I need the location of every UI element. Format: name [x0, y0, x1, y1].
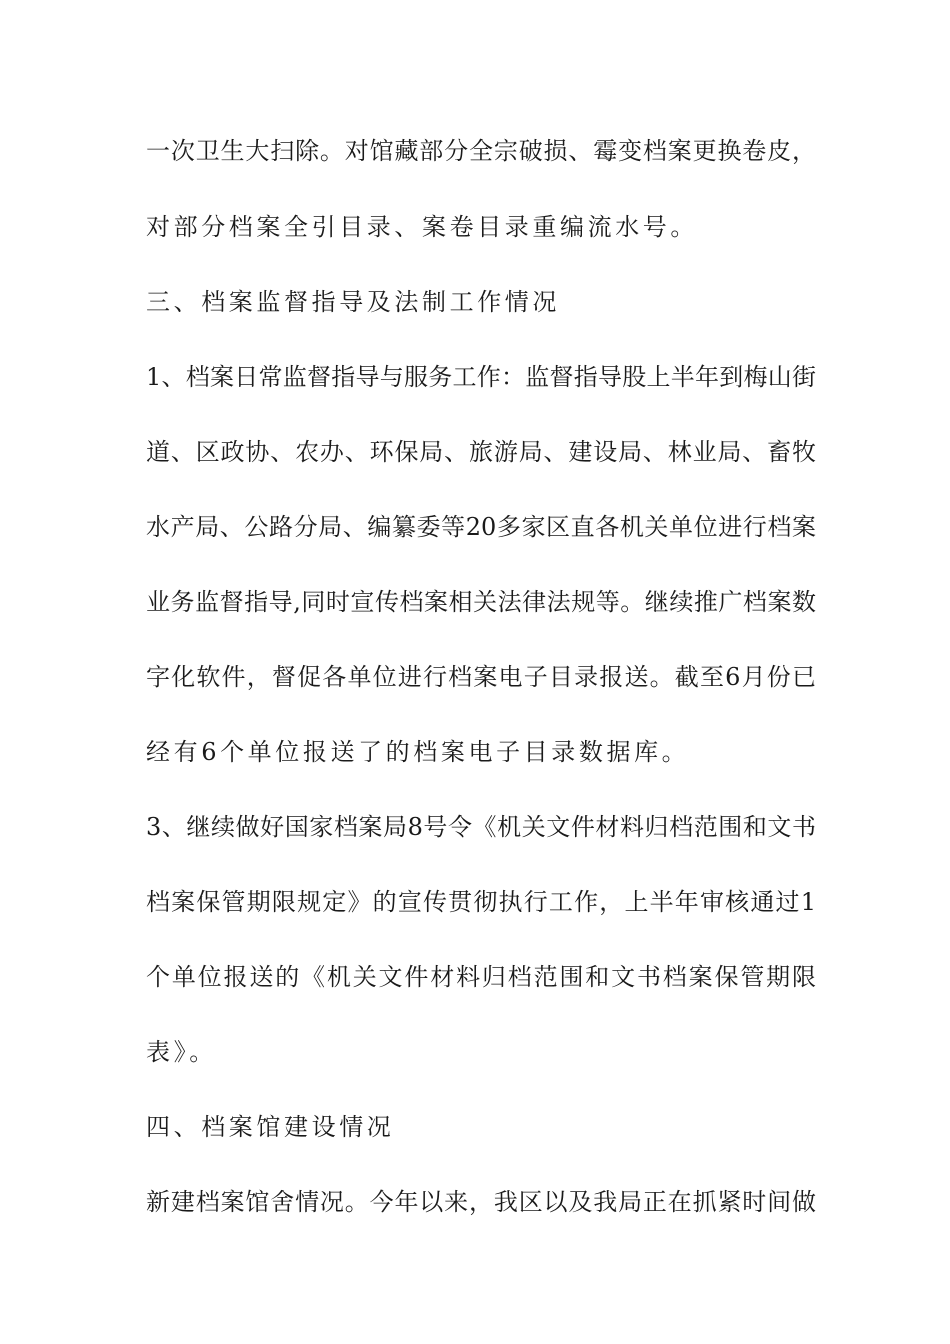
body-text-line: 一次卫生大扫除。对馆藏部分全宗破损、霉变档案更换卷皮，	[146, 137, 816, 165]
body-text-line: 档案保管期限规定》的宣传贯彻执行工作，上半年审核通过1	[146, 888, 816, 916]
section-heading: 四、档案馆建设情况	[146, 1113, 395, 1141]
body-text-line: 个单位报送的《机关文件材料归档范围和文书档案保管期限	[146, 963, 816, 991]
body-text-line: 水产局、公路分局、编纂委等20多家区直各机关单位进行档案	[146, 513, 816, 541]
section-heading: 三、档案监督指导及法制工作情况	[146, 288, 560, 316]
body-text-line: 经有6个单位报送了的档案电子目录数据库。	[146, 738, 690, 766]
body-text-line: 新建档案馆舍情况。今年以来，我区以及我局正在抓紧时间做	[146, 1188, 816, 1216]
body-text-line: 1、档案日常监督指导与服务工作：监督指导股上半年到梅山街	[146, 363, 816, 391]
body-text-line: 对部分档案全引目录、案卷目录重编流水号。	[146, 213, 698, 241]
body-text-line: 3、继续做好国家档案局8号令《机关文件材料归档范围和文书	[146, 813, 816, 841]
body-text-line: 业务监督指导,同时宣传档案相关法律法规等。继续推广档案数	[146, 588, 816, 616]
body-text-line: 字化软件，督促各单位进行档案电子目录报送。截至6月份已	[146, 663, 816, 691]
body-text-line: 道、区政协、农办、环保局、旅游局、建设局、林业局、畜牧	[146, 438, 816, 466]
body-text-line: 表》。	[146, 1038, 217, 1066]
